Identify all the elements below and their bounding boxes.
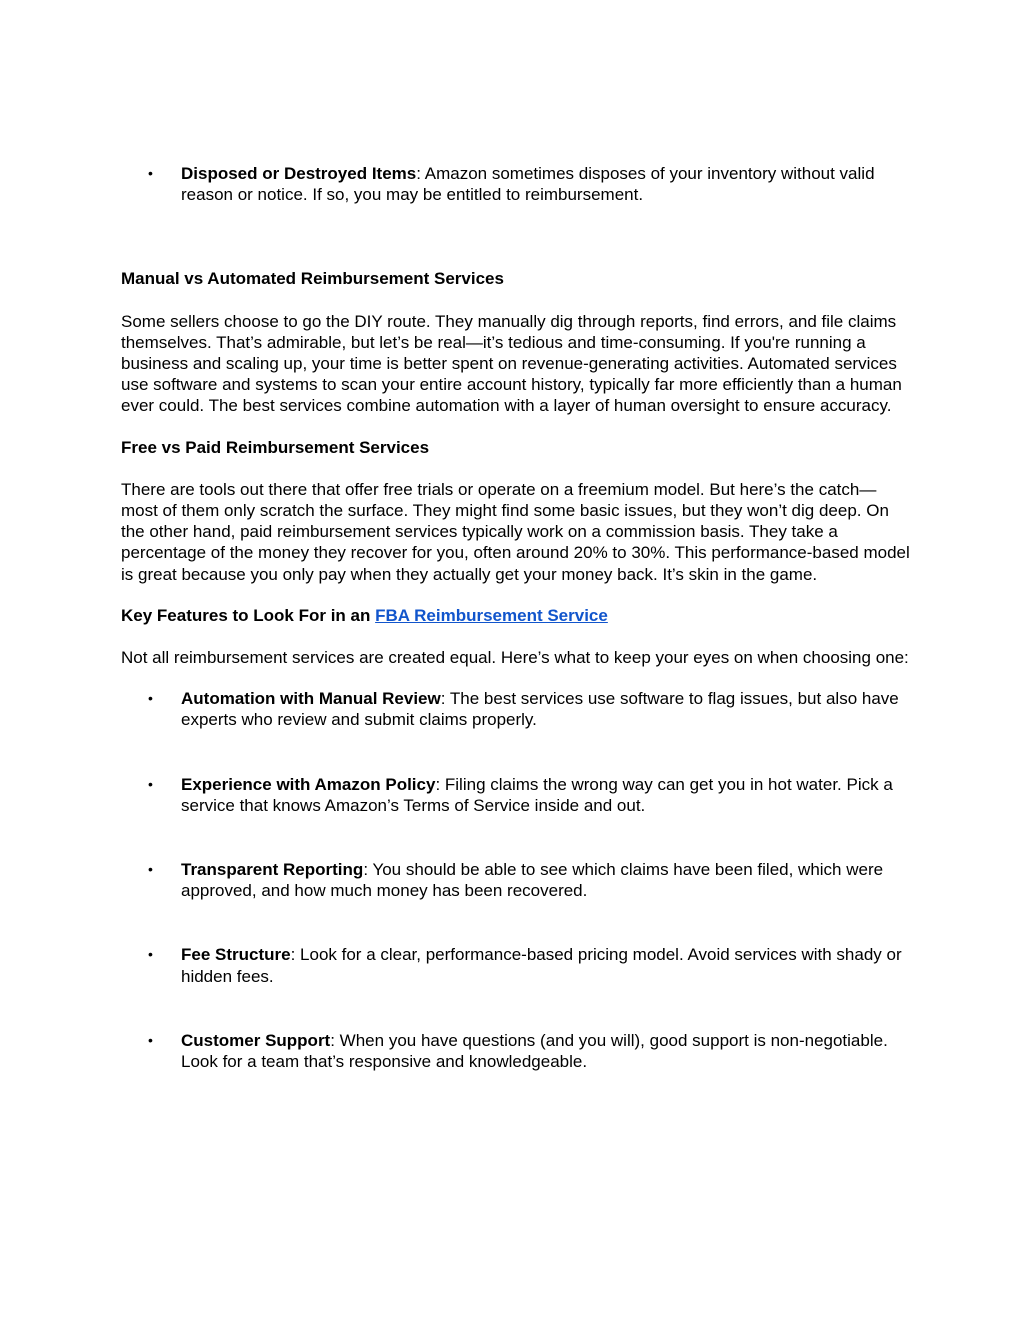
bullet-text: : When you have questions (and you will), good support is non-negotiable. Look for a team that’s responsive and knowledgeable.: [181, 1030, 888, 1072]
bullet-text: : Filing claims the wrong way can get you in hot water. Pick a service that knows Amazon’s Terms of Service inside and out.: [181, 774, 893, 815]
bullet-text: : Amazon sometimes disposes of your inventory without valid reason or notice. If so, you may be entitled to reimbursement.: [181, 164, 875, 205]
fba-reimbursement-service-link[interactable]: FBA Reimbursement Service: [375, 605, 608, 625]
bullet-icon: •: [148, 690, 153, 707]
list-item: [121, 859, 911, 901]
bullet-text: : You should be able to see which claims have been filed, which were approved, and how much money has been recovered.: [181, 860, 884, 901]
bullet-icon: •: [148, 861, 153, 878]
bullet-text: : The best services use software to flag issues, but also have experts who review and submit claims properly.: [181, 689, 899, 730]
bullet-term: Automation with Manual Review: [181, 689, 441, 709]
list-item: [121, 1030, 911, 1072]
bullet-term: Customer Support: [181, 1030, 331, 1050]
paragraph-free: There are tools out there that offer free trials or operate on a freemium model. But here’s the catch—most of them only scratch the surface. They might find some basic issues, but they won’t dig deep. On the other hand, paid reimbursement services typically work on a commission basis. They take a percentage of the money they recover for you, often around 20% to 30%. This performance-based model is great because you only pay when they actually get your money back. It’s skin in the game.: [121, 479, 910, 584]
bullet-icon: •: [148, 775, 153, 792]
section-heading-features: [121, 605, 911, 626]
top-bullet-list: [121, 163, 911, 205]
heading-prefix: Key Features to Look For in an: [121, 605, 376, 625]
bullet-term: Experience with Amazon Policy: [181, 774, 436, 794]
list-item: [121, 944, 911, 986]
bullet-icon: •: [148, 1031, 153, 1048]
bullet-icon: •: [148, 946, 153, 963]
paragraph-manual: Some sellers choose to go the DIY route. They manually dig through reports, find errors, and file claims themselves. That’s admirable, but let’s be real—it’s tedious and time-consuming. If you're running a business and scaling up, your time is better spent on revenue-generating activities. Automated services use software and systems to scan your entire account history, typically far more efficiently than a human ever could. The best services combine automation with a layer of human oversight to ensure accuracy.: [121, 311, 902, 416]
bullet-text: : Look for a clear, performance-based pricing model. Avoid services with shady or hidden fees.: [181, 945, 902, 986]
bullet-term: Transparent Reporting: [181, 860, 364, 880]
paragraph-features-intro: Not all reimbursement services are created equal. Here’s what to keep your eyes on when choosing one:: [121, 648, 909, 668]
bullet-icon: •: [148, 165, 153, 181]
list-item: [121, 163, 911, 205]
list-item: [121, 688, 911, 730]
list-item: [121, 774, 911, 816]
section-heading-manual: Manual vs Automated Reimbursement Services: [121, 269, 504, 289]
document-content: [121, 163, 911, 1072]
features-bullet-list: [121, 688, 911, 1072]
bullet-term: Fee Structure: [181, 945, 291, 965]
section-heading-free: Free vs Paid Reimbursement Services: [121, 437, 430, 457]
bullet-term: Disposed or Destroyed Items: [181, 164, 417, 183]
